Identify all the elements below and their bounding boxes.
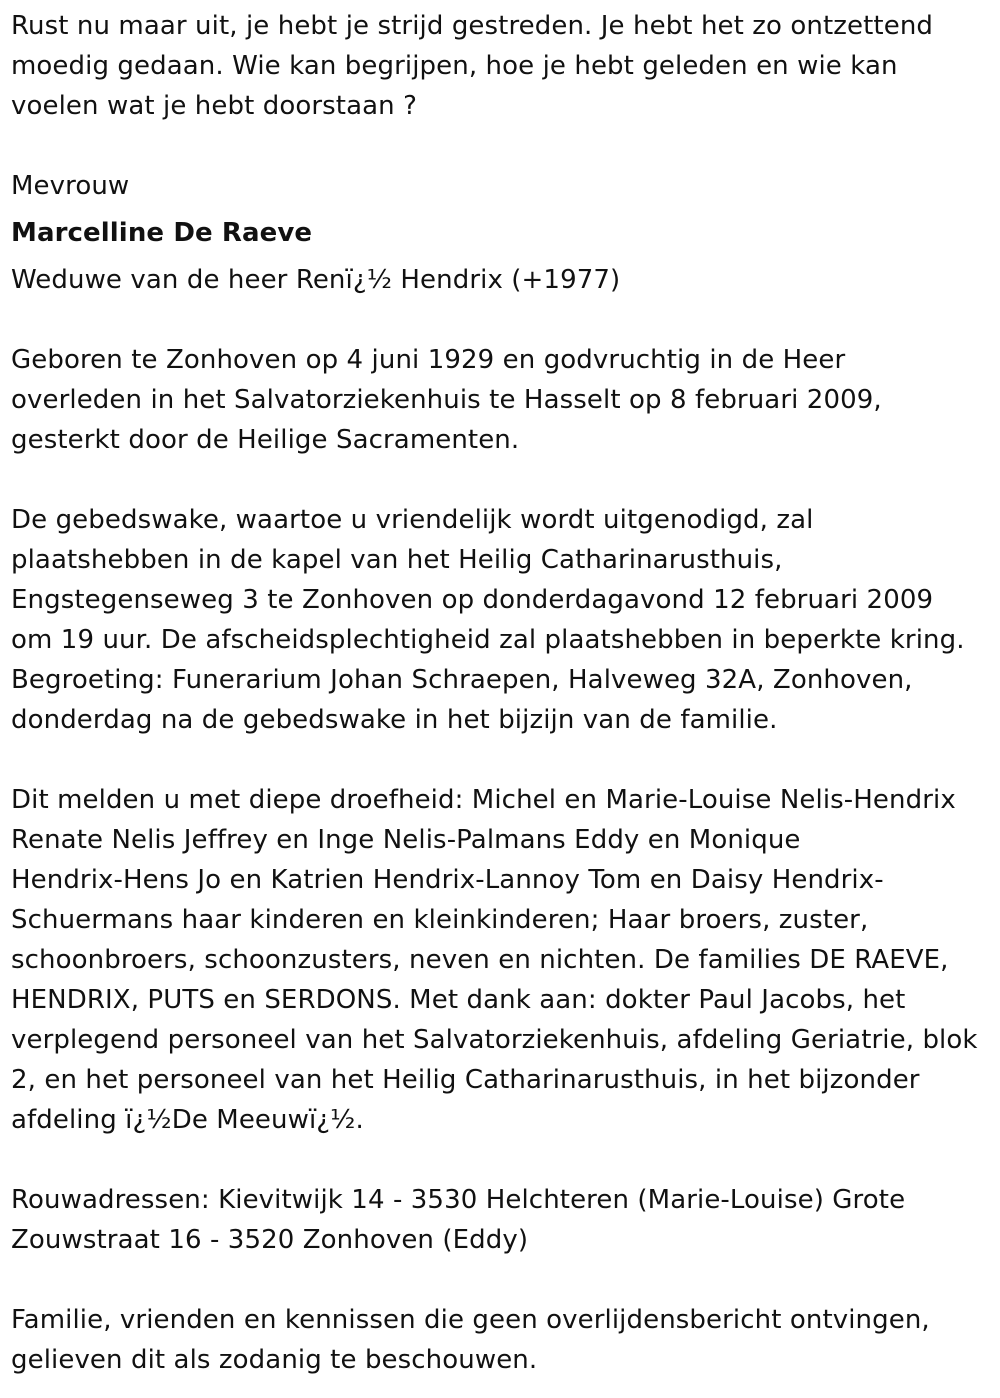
spacer — [11, 126, 1000, 166]
addresses-paragraph: Rouwadressen: Kievitwijk 14 - 3530 Helchteren (Marie-Louise) Grote Zouwstraat 16 - 3520 Zonhoven (Eddy) — [11, 1185, 906, 1255]
closing-paragraph: Familie, vrienden en kennissen die geen overlijdensbericht ontvingen, gelieven dit als zodanig te beschouwen. — [11, 1305, 930, 1375]
spacer — [11, 740, 1000, 780]
honorific-title: Mevrouw — [11, 171, 130, 201]
birth-death-paragraph: Geboren te Zonhoven op 4 juni 1929 en godvruchtig in de Heer overleden in het Salvatorziekenhuis te Hasselt op 8 februari 2009, gesterkt door de Heilige Sacramenten. — [11, 345, 882, 455]
announcement-paragraph: Dit melden u met diepe droefheid: Michel en Marie-Louise Nelis-Hendrix Renate Nelis Jeffrey en Inge Nelis-Palmans Eddy en Monique Hendrix-Hens Jo en Katrien Hendrix-Lannoy Tom en Daisy Hendrix- Schuermans haar kinderen en kleinkinderen; Haar broers, zuster, schoonbroers, schoonzusters, neven en nichten. De families DE RAEVE, HENDRIX, PUTS en SERDONS. Met dank aan: dokter Paul Jacobs, het verplegend personeel van het Salvatorziekenhuis, afdeling Geriatrie, blok 2, en het personeel van het Heilig Catharinarusthuis, in het bijzonder afdeling ï¿½De Meeuwï¿½. — [11, 785, 978, 1135]
verse-paragraph: Rust nu maar uit, je hebt je strijd gestreden. Je hebt het zo ontzettend moedig gedaan. Wie kan begrijpen, hoe je hebt geleden en wie kan voelen wat je hebt doorstaan ? — [11, 11, 933, 121]
deceased-name: Marcelline De Raeve — [11, 218, 313, 248]
ceremony-paragraph: De gebedswake, waartoe u vriendelijk wordt uitgenodigd, zal plaatshebben in de kapel van het Heilig Catharinarusthuis, Engstegenseweg 3 te Zonhoven op donderdagavond 12 februari 2009 om 19 uur. De afscheidsplechtigheid zal plaatshebben in beperkte kring. Begroeting: Funerarium Johan Schraepen, Halveweg 32A, Zonhoven, donderdag na de gebedswake in het bijzijn van de familie. — [11, 505, 965, 735]
widow-of-line: Weduwe van de heer Renï¿½ Hendrix (+1977) — [11, 265, 621, 295]
spacer — [11, 1260, 1000, 1300]
spacer — [11, 300, 1000, 340]
spacer — [11, 460, 1000, 500]
spacer — [11, 1140, 1000, 1180]
